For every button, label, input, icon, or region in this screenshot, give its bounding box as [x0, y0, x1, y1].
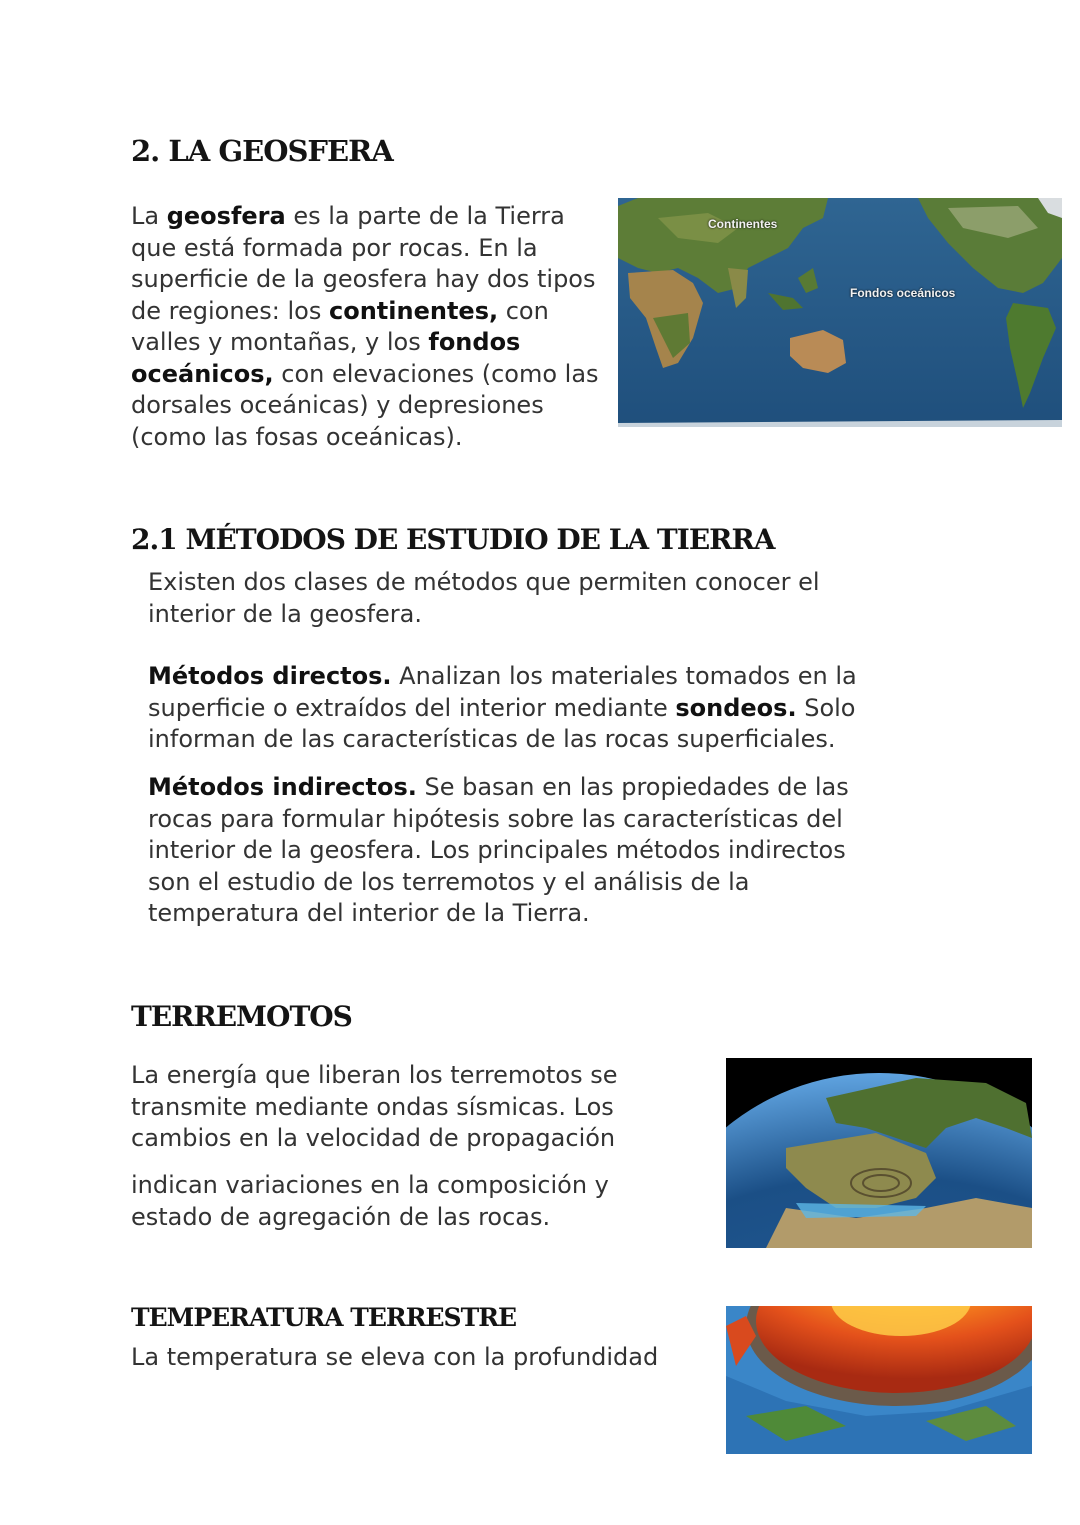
metodos-intro-paragraph: Existen dos clases de métodos que permiten conocer el interior de la geosfera.	[148, 568, 820, 628]
section-title-temperatura: TEMPERATURA TERRESTRE	[131, 1303, 517, 1332]
metodos-directos-paragraph: Métodos directos. Analizan los materiales tomados en la superficie o extraídos del interior mediante sondeos. Solo informan de las características de las rocas superficiales.	[148, 662, 857, 753]
geosfera-paragraph: La geosfera es la parte de la Tierra que está formada por rocas. En la superficie de la geosfera hay dos tipos de regiones: los continentes, con valles y montañas, y los fondos oceánicos, con elevaciones (como las dorsales oceánicas) y depresiones (como las fosas oceánicas).	[131, 202, 599, 451]
section-title-terremotos: TERREMOTOS	[131, 1000, 352, 1033]
terremotos-paragraph-1: La energía que liberan los terremotos se transmite mediante ondas sísmicas. Los cambios en la velocidad de propagación	[131, 1061, 618, 1152]
world-map-image	[618, 198, 1062, 427]
earth-interior-image	[726, 1306, 1032, 1454]
section-title-geosfera: 2. LA GEOSFERA	[131, 134, 393, 168]
temperatura-paragraph: La temperatura se eleva con la profundidad	[131, 1343, 659, 1371]
map-label-fondos-oceanicos: Fondos oceánicos	[850, 286, 956, 300]
earthquake-globe-image	[726, 1058, 1032, 1248]
map-label-continentes: Continentes	[708, 217, 778, 231]
metodos-indirectos-paragraph: Métodos indirectos. Se basan en las propiedades de las rocas para formular hipótesis sobre las características del interior de la geosfera. Los principales métodos indirectos son el estudio de los terremotos y el análisis de la temperatura del interior de la Tierra.	[148, 773, 849, 927]
terremotos-paragraph-2: indican variaciones en la composición y estado de agregación de las rocas.	[131, 1171, 609, 1231]
section-title-metodos: 2.1 MÉTODOS DE ESTUDIO DE LA TIERRA	[131, 523, 775, 556]
